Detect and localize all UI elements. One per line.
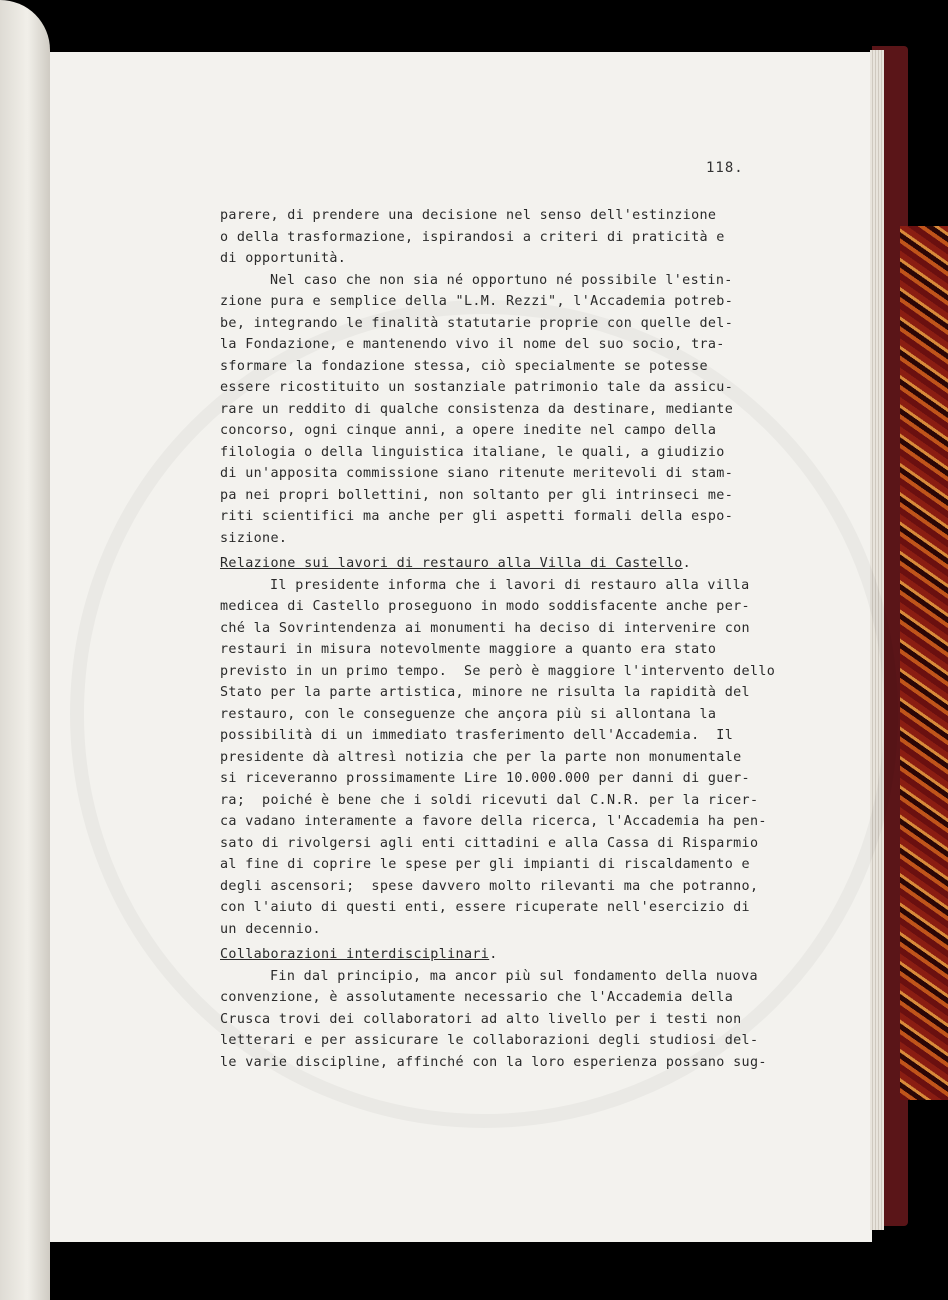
text-line: essere ricostituito un sostanziale patrimonio tale da assicu- <box>220 380 734 395</box>
text-line: zione pura e semplice della "L.M. Rezzi", l'Accademia potreb- <box>220 294 734 309</box>
section-heading <box>220 944 820 966</box>
text-line: o della trasformazione, ispirandosi a criteri di praticità e <box>220 229 725 245</box>
text-line: Stato per la parte artistica, minore ne risulta la rapidità del <box>220 685 750 700</box>
text-line: Crusca trovi dei collaboratori ad alto livello per i testi non <box>220 1011 742 1027</box>
text-line: sizione. <box>220 530 288 546</box>
text-line: letterari e per assicurare le collaborazioni degli studiosi del- <box>220 1033 759 1048</box>
text-line: la Fondazione, e mantenendo vivo il nome del suo socio, tra- <box>220 337 725 352</box>
text-line: al fine di coprire le spese per gli impianti di riscaldamento e <box>220 857 750 872</box>
text-line: di opportunità. <box>220 251 347 266</box>
text-line: restauri in misura notevolmente maggiore a quanto era stato <box>220 642 717 657</box>
page-stack-edge <box>870 50 884 1230</box>
text-line: presidente dà altresì notizia che per la parte non monumentale <box>220 749 742 765</box>
text-line: parere, di prendere una decisione nel senso dell'estinzione <box>220 208 717 223</box>
text-line: un decennio. <box>220 921 321 937</box>
section-heading <box>220 553 820 575</box>
text-line: degli ascensori; spese davvero molto rilevanti ma che potranno, <box>220 878 759 894</box>
text-line: sformare la fondazione stessa, ciò specialmente se potesse <box>220 358 708 374</box>
text-line: rare un reddito di qualche consistenza da destinare, mediante <box>220 401 734 417</box>
page-number: 118. <box>706 160 744 176</box>
text-line: Fin dal principio, ma ancor più sul fondamento della nuova <box>270 968 758 984</box>
text-line: di un'apposita commissione siano ritenute meritevoli di stam- <box>220 466 734 481</box>
text-line: pa nei propri bollettini, non soltanto per gli intrinseci me- <box>220 487 734 503</box>
text-line: si riceveranno prossimamente Lire 10.000.000 per danni di guer- <box>220 771 750 786</box>
text-line: Il presidente informa che i lavori di restauro alla villa <box>270 577 750 593</box>
text-line: filologia o della linguistica italiane, le quali, a giudizio <box>220 444 725 460</box>
section-heading-period: . <box>682 556 692 571</box>
text-line: ca vadano interamente a favore della ricerca, l'Accademia ha pen- <box>220 814 767 829</box>
marbled-endpaper <box>900 226 948 1100</box>
section-heading-text: Relazione sui lavori di restauro alla Villa di Castello <box>220 556 683 571</box>
text-line: ché la Sovrintendenza ai monumenti ha deciso di intervenire con <box>220 620 750 636</box>
text-line: restauro, con le conseguenze che ançora più si allontana la <box>220 706 717 722</box>
section-heading-period: . <box>489 947 498 962</box>
section-heading-text: Collaborazioni interdisciplinari <box>220 947 490 962</box>
text-line: be, integrando le finalità statutarie proprie con quelle del- <box>220 315 734 331</box>
text-line: sato di rivolgersi agli enti cittadini e alla Cassa di Risparmio <box>220 835 759 851</box>
text-line: possibilità di un immediato trasferimento dell'Accademia. Il <box>220 728 734 743</box>
text-line: concorso, ogni cinque anni, a opere inedite nel campo della <box>220 423 717 438</box>
text-line: riti scientifici ma anche per gli aspetti formali della espo- <box>220 509 734 524</box>
facing-page-edge <box>0 0 50 1300</box>
text-line: le varie discipline, affinché con la loro esperienza possano sug- <box>220 1054 767 1070</box>
text-line: previsto in un primo tempo. Se però è maggiore l'intervento dello <box>220 663 776 679</box>
text-line: medicea di Castello proseguono in modo soddisfacente anche per- <box>220 599 750 614</box>
text-line: ra; poiché è bene che i soldi ricevuti dal C.N.R. per la ricer- <box>220 792 759 808</box>
text-line: Nel caso che non sia né opportuno né possibile l'estin- <box>270 272 733 288</box>
document-body <box>220 205 820 1073</box>
text-line: con l'aiuto di questi enti, essere ricuperate nell'esercizio di <box>220 900 750 915</box>
text-line: convenzione, è assolutamente necessario che l'Accademia della <box>220 990 734 1005</box>
